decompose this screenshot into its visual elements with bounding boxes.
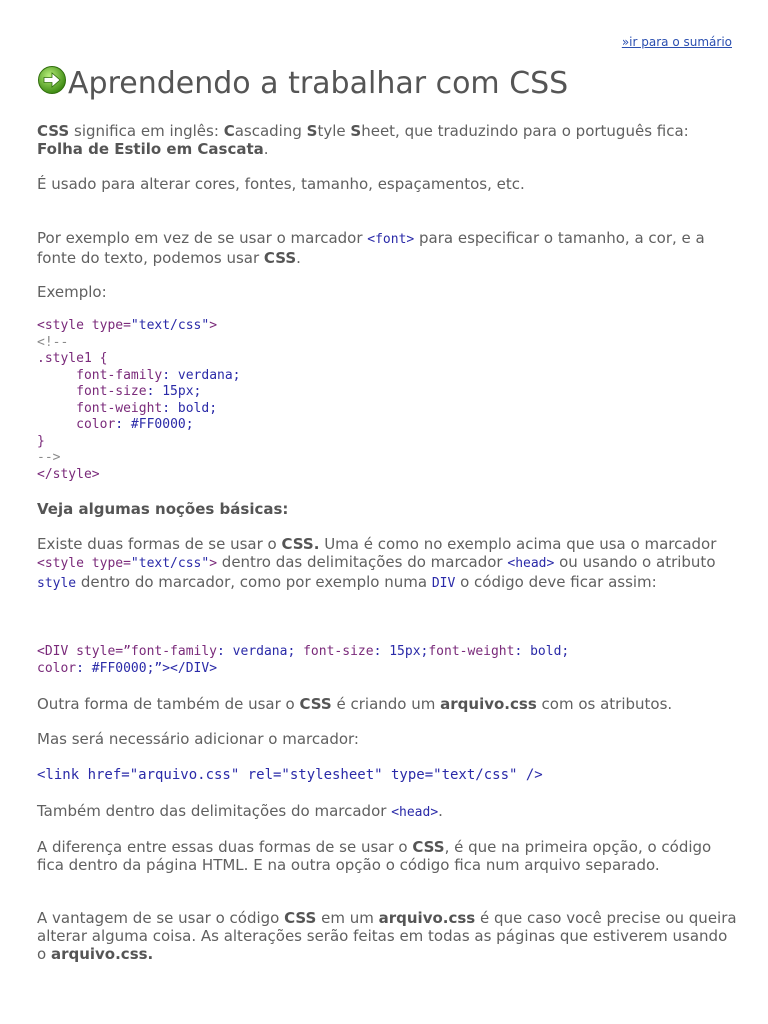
basics-heading: Veja algumas noções básicas: [37,500,289,518]
summary-link[interactable]: »ir para o sumário [621,35,732,49]
arrow-right-icon [37,65,67,95]
exemplo-label: Exemplo: [37,283,107,301]
other-form-paragraph: Outra forma de também de usar o CSS é criando um arquivo.css com os atributos. [37,695,673,713]
necessary-paragraph: Mas será necessário adicionar o marcador: [37,730,359,748]
page-title-text: Aprendendo a trabalhar com CSS [68,66,569,101]
link-code-block: <link href="arquivo.css" rel="stylesheet" type="text/css" /> [37,767,543,783]
page-title [37,66,568,101]
forms-paragraph: Existe duas formas de se usar o CSS. Uma é como no exemplo acima que usa o marcador <style type="text/css"> dentro das delimitações do marcador <head> ou usando o atributo style dentro do marcador, como por exemplo numa DIV o código deve ficar assim: [37,535,717,591]
advantage-paragraph: A vantagem de se usar o código CSS em um arquivo.css é que caso você precise ou queira alterar alguma coisa. As alterações serão feitas em todas as páginas que estiverem usando o arquivo.css. [37,909,737,963]
difference-paragraph: A diferença entre essas duas formas de se usar o CSS, é que na primeira opção, o código fica dentro da página HTML. E na outra opção o código fica num arquivo separado. [37,838,712,874]
usage-paragraph: É usado para alterar cores, fontes, tamanho, espaçamentos, etc. [37,175,525,193]
intro-paragraph: CSS significa em inglês: Cascading Style Sheet, que traduzindo para o português fica: Folha de Estilo em Cascata. [37,122,689,158]
example-intro-paragraph: Por exemplo em vez de se usar o marcador <font> para especificar o tamanho, a cor, e a fonte do texto, podemos usar CSS. [37,229,705,267]
div-code-block: <DIV style=”font-family: verdana; font-size: 15px;font-weight: bold; color: #FF0000;”></DIV> [37,644,570,676]
also-paragraph: Também dentro das delimitações do marcador <head>. [37,802,443,820]
css-code-block: <style type="text/css"> <!-- .style1 { font-family: verdana; font-size: 15px; font-weight: bold; color: #FF0000; } --> </style> [37,318,241,482]
